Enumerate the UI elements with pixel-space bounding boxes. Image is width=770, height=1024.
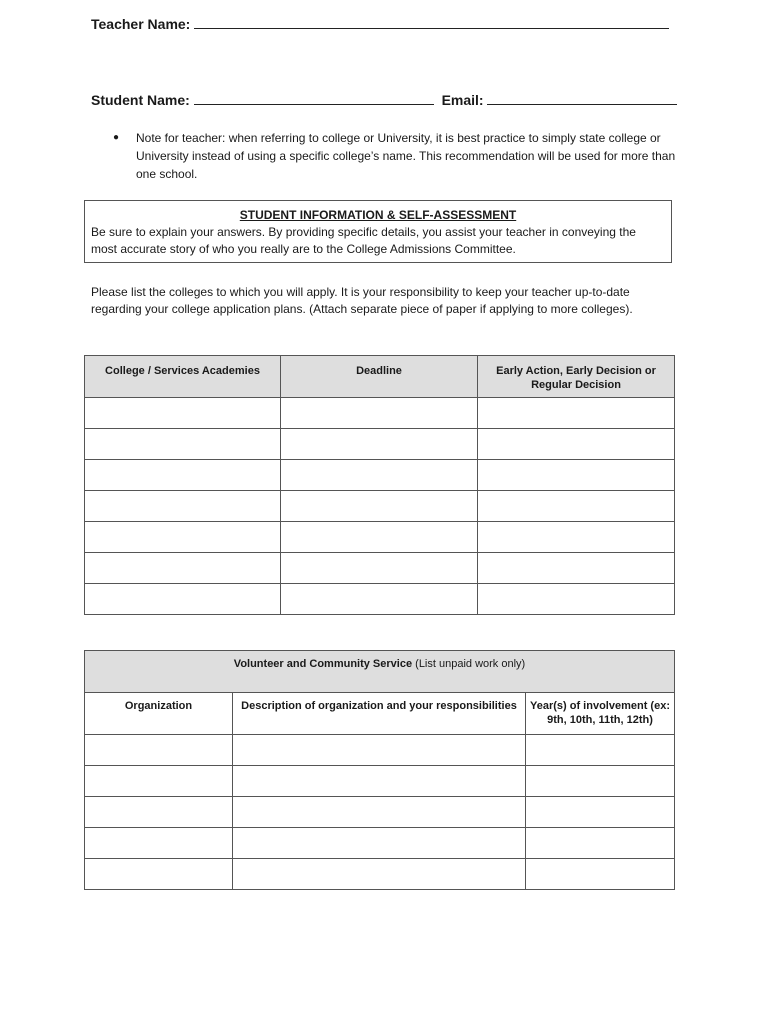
decision-cell[interactable] (478, 429, 675, 460)
student-info-box (84, 200, 672, 263)
deadline-cell[interactable] (281, 584, 478, 615)
student-info-body: Be sure to explain your answers. By providing specific details, you assist your teacher in conveying the most accurate story of who you really are to the College Admissions Committee. (91, 225, 636, 256)
decision-type-column-header: Early Action, Early Decision or Regular Decision (478, 356, 675, 398)
table-row (85, 553, 675, 584)
decision-cell[interactable] (478, 584, 675, 615)
teacher-name-blank[interactable] (194, 16, 669, 29)
student-info-title: STUDENT INFORMATION & SELF-ASSESSMENT (239, 208, 517, 222)
table-row (85, 735, 675, 766)
table-row (85, 522, 675, 553)
teacher-name-label: Teacher Name: (91, 16, 191, 32)
deadline-cell[interactable] (281, 398, 478, 429)
decision-cell[interactable] (478, 553, 675, 584)
years-cell[interactable] (526, 828, 675, 859)
teacher-name-field (91, 16, 673, 32)
table-row (85, 491, 675, 522)
organization-cell[interactable] (85, 828, 233, 859)
table-row (85, 766, 675, 797)
colleges-instructions: Please list the colleges to which you will apply. It is your responsibility to keep your teacher up-to-date regarding your college application plans. (Attach separate piece of paper if applying to more colleges). (91, 285, 633, 316)
organization-cell[interactable] (85, 735, 233, 766)
college-cell[interactable] (85, 522, 281, 553)
table-row (85, 584, 675, 615)
college-column-header: College / Services Academies (85, 356, 281, 398)
description-cell[interactable] (233, 859, 526, 890)
colleges-header-row (85, 356, 675, 398)
table-row (85, 398, 675, 429)
decision-cell[interactable] (478, 398, 675, 429)
description-cell[interactable] (233, 735, 526, 766)
email-blank[interactable] (487, 92, 677, 105)
table-row (85, 460, 675, 491)
description-cell[interactable] (233, 797, 526, 828)
organization-column-header: Organization (85, 693, 233, 735)
decision-cell[interactable] (478, 491, 675, 522)
organization-cell[interactable] (85, 766, 233, 797)
college-cell[interactable] (85, 429, 281, 460)
description-cell[interactable] (233, 828, 526, 859)
teacher-note (113, 129, 683, 183)
volunteer-title-row (85, 651, 675, 693)
years-cell[interactable] (526, 797, 675, 828)
teacher-note-text: Note for teacher: when referring to college or University, it is best practice to simply state college or University instead of using a specific college’s name. This recommendation will be used for more than one school. (136, 131, 676, 181)
deadline-column-header: Deadline (281, 356, 478, 398)
email-label: Email: (441, 92, 484, 108)
college-cell[interactable] (85, 553, 281, 584)
organization-cell[interactable] (85, 797, 233, 828)
deadline-cell[interactable] (281, 460, 478, 491)
decision-cell[interactable] (478, 522, 675, 553)
deadline-cell[interactable] (281, 491, 478, 522)
college-cell[interactable] (85, 398, 281, 429)
student-name-label: Student Name: (91, 92, 190, 108)
decision-cell[interactable] (478, 460, 675, 491)
table-row (85, 429, 675, 460)
volunteer-header-row (85, 693, 675, 735)
description-column-header: Description of organization and your responsibilities (233, 693, 526, 735)
table-row (85, 859, 675, 890)
colleges-table (84, 355, 675, 615)
college-cell[interactable] (85, 584, 281, 615)
years-cell[interactable] (526, 859, 675, 890)
volunteer-title-note: (List unpaid work only) (415, 658, 526, 670)
table-row (85, 828, 675, 859)
volunteer-table (84, 650, 675, 890)
years-cell[interactable] (526, 766, 675, 797)
deadline-cell[interactable] (281, 429, 478, 460)
deadline-cell[interactable] (281, 553, 478, 584)
years-column-header: Year(s) of involvement (ex: 9th, 10th, 11th, 12th) (526, 693, 675, 735)
description-cell[interactable] (233, 766, 526, 797)
volunteer-title-bold: Volunteer and Community Service (233, 658, 413, 670)
volunteer-title (85, 651, 675, 693)
student-email-field (91, 92, 673, 108)
organization-cell[interactable] (85, 859, 233, 890)
bullet-icon: ● (113, 132, 120, 143)
table-row (85, 797, 675, 828)
college-cell[interactable] (85, 491, 281, 522)
student-name-blank[interactable] (194, 92, 434, 105)
deadline-cell[interactable] (281, 522, 478, 553)
years-cell[interactable] (526, 735, 675, 766)
college-cell[interactable] (85, 460, 281, 491)
